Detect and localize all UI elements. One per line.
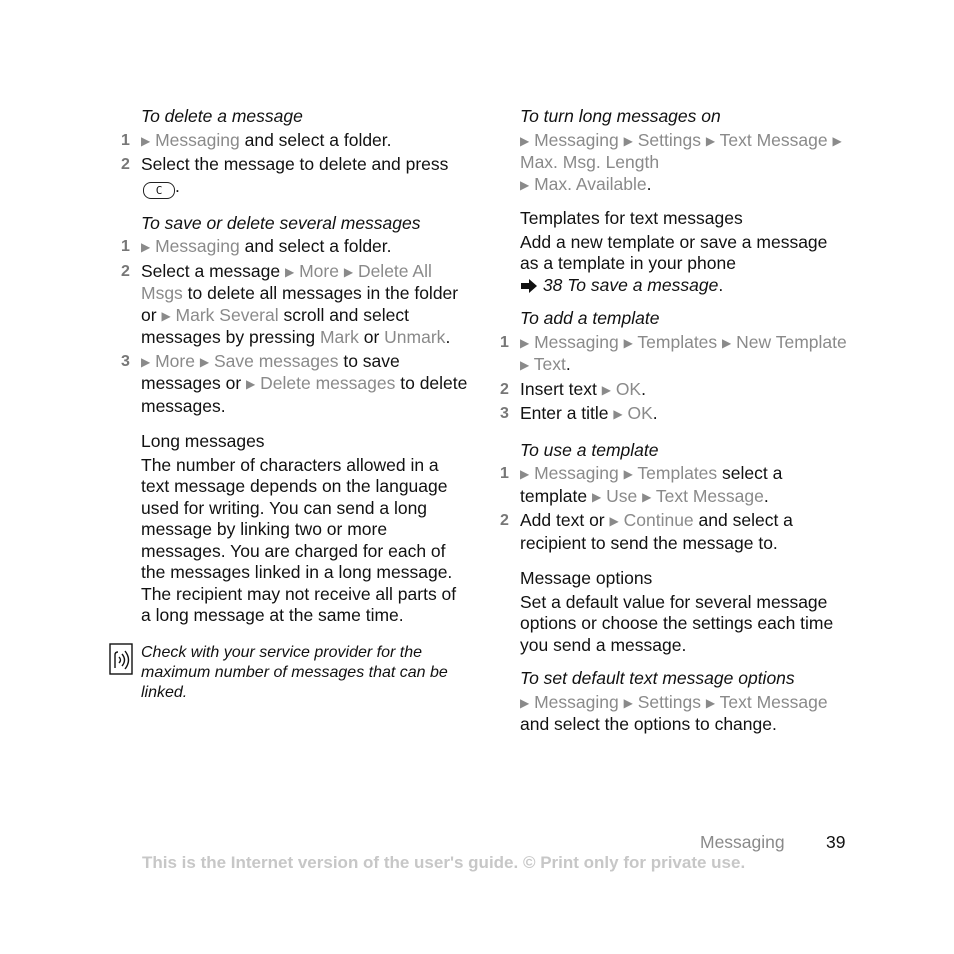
use-template-heading: To use a template bbox=[520, 439, 659, 460]
step-end: . bbox=[646, 173, 652, 194]
message-options-heading: Message options bbox=[520, 568, 653, 588]
right-column bbox=[498, 106, 848, 736]
step-text: and select a recipient to send the message to. bbox=[520, 510, 793, 553]
menu-path: Messaging bbox=[534, 463, 619, 483]
menu-arrow-icon: ▶ bbox=[705, 133, 716, 148]
footer-notice: This is the Internet version of the user's guide. © Print only for private use. bbox=[142, 853, 746, 872]
menu-path: Messaging bbox=[534, 691, 619, 712]
step-number: 2 bbox=[500, 512, 509, 529]
step-number: 2 bbox=[121, 156, 130, 173]
default-options-path bbox=[498, 692, 848, 736]
menu-path: Text Message bbox=[719, 691, 828, 712]
step-end: . bbox=[652, 403, 658, 423]
menu-path: More bbox=[155, 350, 195, 371]
several-step-3 bbox=[119, 351, 469, 418]
page-number: 39 bbox=[826, 832, 846, 852]
add-template-step-2 bbox=[498, 379, 848, 402]
menu-arrow-icon: ▶ bbox=[623, 695, 633, 710]
menu-path: Mark bbox=[319, 327, 359, 347]
menu-arrow-icon: ▶ bbox=[623, 467, 633, 481]
menu-path: Unmark bbox=[384, 327, 446, 347]
menu-arrow-icon: ▶ bbox=[520, 335, 530, 350]
menu-path: Delete messages bbox=[260, 373, 396, 393]
delete-step-1 bbox=[119, 130, 469, 153]
step-end: . bbox=[175, 175, 180, 196]
menu-arrow-icon: ▶ bbox=[722, 335, 732, 350]
menu-path: Mark Several bbox=[175, 304, 279, 325]
menu-path: OK bbox=[627, 403, 653, 423]
menu-arrow-icon: ▶ bbox=[520, 133, 530, 148]
step-number: 3 bbox=[121, 352, 130, 370]
use-template-step-2 bbox=[498, 510, 848, 554]
menu-path: Messaging bbox=[534, 331, 619, 352]
menu-arrow-icon: ▶ bbox=[623, 133, 633, 148]
menu-arrow-icon: ▶ bbox=[520, 358, 530, 372]
step-number: 1 bbox=[121, 131, 130, 149]
menu-arrow-icon: ▶ bbox=[199, 354, 210, 369]
message-options-body: Set a default value for several message options or choose the settings each time you send a message. bbox=[520, 591, 834, 655]
long-messages-body: The number of characters allowed in a text message depends on the language used for writing. You can send a long message by linking two or more messages. You are charged for each of the messages linked in a long message. The recipient may not receive all parts of a long message at the same time. bbox=[141, 454, 457, 625]
menu-arrow-icon: ▶ bbox=[591, 489, 602, 504]
add-template-heading: To add a template bbox=[520, 308, 660, 328]
step-text: and select the options to change. bbox=[520, 714, 777, 734]
step-text: and select a folder. bbox=[239, 129, 392, 150]
note-block bbox=[119, 643, 469, 703]
menu-arrow-icon: ▶ bbox=[832, 133, 842, 148]
menu-arrow-icon: ▶ bbox=[246, 377, 256, 391]
menu-path: More bbox=[299, 260, 339, 281]
use-template-step-1 bbox=[498, 463, 848, 508]
step-text: Enter a title bbox=[520, 403, 614, 423]
menu-path: Settings bbox=[637, 129, 701, 150]
menu-path: Messaging bbox=[534, 129, 619, 150]
menu-path: Text Message bbox=[655, 485, 764, 506]
menu-path: Settings bbox=[637, 691, 701, 712]
menu-path: Messaging bbox=[155, 129, 240, 150]
add-template-step-1 bbox=[498, 332, 848, 377]
menu-path: Max. Available bbox=[534, 173, 647, 194]
step-text: Insert text bbox=[520, 378, 602, 399]
step-text: to delete messages. bbox=[141, 373, 468, 416]
step-text: select a template bbox=[520, 463, 783, 506]
step-number: 1 bbox=[500, 333, 509, 351]
menu-path: Messaging bbox=[155, 236, 240, 256]
step-text: Select a message bbox=[141, 260, 285, 281]
add-template-step-3 bbox=[498, 403, 848, 426]
step-text: scroll and select messages by pressing bbox=[141, 304, 409, 347]
menu-arrow-icon: ▶ bbox=[161, 308, 171, 323]
step-number: 2 bbox=[500, 380, 509, 398]
arrow-pointer-icon bbox=[520, 279, 538, 293]
menu-arrow-icon: ▶ bbox=[613, 407, 623, 421]
menu-path: New Template bbox=[736, 331, 847, 352]
menu-arrow-icon: ▶ bbox=[609, 514, 619, 528]
menu-path: Templates bbox=[637, 331, 718, 352]
menu-arrow-icon: ▶ bbox=[623, 335, 633, 350]
menu-path: Delete All Msgs bbox=[141, 260, 432, 303]
long-messages-heading: Long messages bbox=[141, 431, 265, 451]
menu-path: Text Message bbox=[719, 129, 828, 150]
menu-arrow-icon: ▶ bbox=[520, 467, 530, 481]
page-reference: 38 To save a message bbox=[542, 274, 719, 295]
step-text: Select the message to delete and press bbox=[141, 154, 449, 174]
step-number: 1 bbox=[121, 238, 130, 255]
step-text: to delete all messages in the folder or bbox=[141, 283, 459, 325]
turn-long-on-heading: To turn long messages on bbox=[520, 106, 721, 126]
menu-arrow-icon: ▶ bbox=[520, 177, 530, 192]
step-text: and select a folder. bbox=[239, 236, 392, 256]
templates-body bbox=[498, 232, 848, 297]
menu-path: Save messages bbox=[213, 350, 339, 371]
step-text: or bbox=[358, 327, 385, 347]
menu-arrow-icon: ▶ bbox=[601, 382, 611, 397]
menu-path: Max. Msg. Length bbox=[520, 152, 660, 172]
delete-step-2 bbox=[119, 154, 469, 199]
step-number: 3 bbox=[500, 405, 509, 422]
menu-arrow-icon: ▶ bbox=[642, 489, 652, 504]
step-text: to save messages or bbox=[141, 350, 400, 393]
templates-text: Add a new template or save a message as a template in your phone bbox=[520, 231, 828, 273]
menu-path: Continue bbox=[623, 510, 694, 530]
menu-arrow-icon: ▶ bbox=[705, 695, 716, 710]
menu-arrow-icon: ▶ bbox=[343, 264, 354, 279]
left-column bbox=[119, 106, 469, 703]
menu-path: Templates bbox=[637, 463, 718, 483]
step-number: 1 bbox=[500, 465, 509, 482]
step-end: . bbox=[641, 378, 646, 399]
several-step-2 bbox=[119, 261, 469, 349]
turn-long-on-path bbox=[498, 130, 848, 197]
templates-heading: Templates for text messages bbox=[520, 208, 743, 228]
step-end: . bbox=[763, 485, 769, 506]
delete-message-heading: To delete a message bbox=[141, 106, 303, 126]
menu-arrow-icon: ▶ bbox=[284, 264, 295, 279]
step-text: Add text or bbox=[520, 510, 610, 530]
several-step-1 bbox=[119, 236, 469, 259]
step-number: 2 bbox=[121, 262, 130, 280]
menu-path: Use bbox=[606, 485, 638, 506]
note-text: Check with your service provider for the maximum number of messages that can be linked. bbox=[141, 643, 448, 701]
footer-section-title: Messaging bbox=[700, 832, 785, 852]
step-end: . bbox=[565, 354, 571, 374]
menu-arrow-icon: ▶ bbox=[141, 133, 151, 148]
step-end: . bbox=[718, 274, 724, 295]
default-options-heading: To set default text message options bbox=[520, 668, 795, 688]
clear-key-icon: C bbox=[143, 182, 175, 199]
operator-signal-icon bbox=[109, 643, 133, 675]
menu-arrow-icon: ▶ bbox=[520, 695, 530, 710]
menu-path: Text bbox=[533, 354, 566, 374]
menu-arrow-icon: ▶ bbox=[141, 354, 151, 369]
step-end: . bbox=[445, 327, 451, 347]
menu-path: OK bbox=[615, 378, 642, 399]
save-delete-several-heading: To save or delete several messages bbox=[141, 212, 421, 233]
menu-arrow-icon: ▶ bbox=[141, 240, 151, 254]
